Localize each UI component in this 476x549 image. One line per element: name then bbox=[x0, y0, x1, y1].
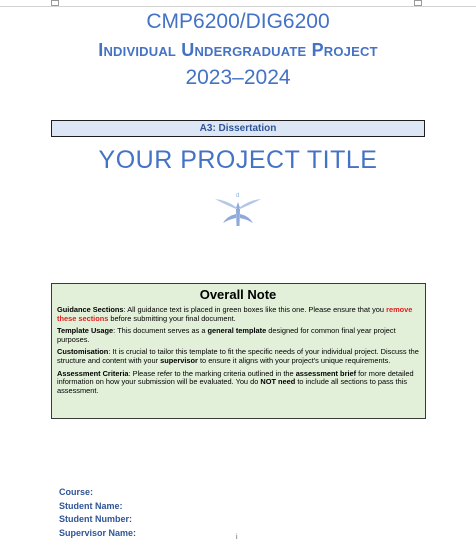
academic-year-heading: 2023–2024 bbox=[185, 66, 291, 89]
course-code-heading: CMP6200/DIG6200 bbox=[146, 10, 330, 33]
course-field[interactable]: Course: bbox=[59, 487, 94, 497]
assessment-label: A3: Dissertation bbox=[51, 120, 425, 137]
project-title[interactable]: YOUR PROJECT TITLE bbox=[98, 146, 378, 174]
margin-marker-right bbox=[414, 0, 422, 6]
student-number-field[interactable]: Student Number: bbox=[59, 514, 132, 524]
student-name-field[interactable]: Student Name: bbox=[59, 501, 123, 511]
note-template-usage: Template Usage: This document serves as a general template designed for common final year project purposes. bbox=[57, 326, 396, 344]
logo-letter: d bbox=[236, 193, 240, 199]
page-number: i bbox=[236, 534, 238, 541]
note-guidance: Guidance Sections: All guidance text is placed in green boxes like this one. Please ensure that you remove these sections before submitting your final document. bbox=[57, 305, 413, 323]
university-logo-icon bbox=[212, 190, 264, 230]
page-top-edge bbox=[0, 0, 476, 7]
supervisor-name-field[interactable]: Supervisor Name: bbox=[59, 528, 137, 538]
overall-note-title: Overall Note bbox=[199, 287, 277, 302]
note-customisation: Customisation: It is crucial to tailor this template to fit the specific needs of your individual project. Discuss the structure and content with your supervisor to ensure it aligns with your project's unique requirements. bbox=[57, 347, 419, 365]
note-assessment-criteria: Assessment Criteria: Please refer to the marking criteria outlined in the assessment brief for more detailed information on how your submission will be evaluated. You do NOT need to include all sections to pass this assessment. bbox=[57, 368, 414, 395]
overall-note-box bbox=[51, 283, 426, 419]
margin-marker-left bbox=[51, 0, 59, 6]
project-type-heading: Individual Undergraduate Project bbox=[98, 40, 378, 60]
